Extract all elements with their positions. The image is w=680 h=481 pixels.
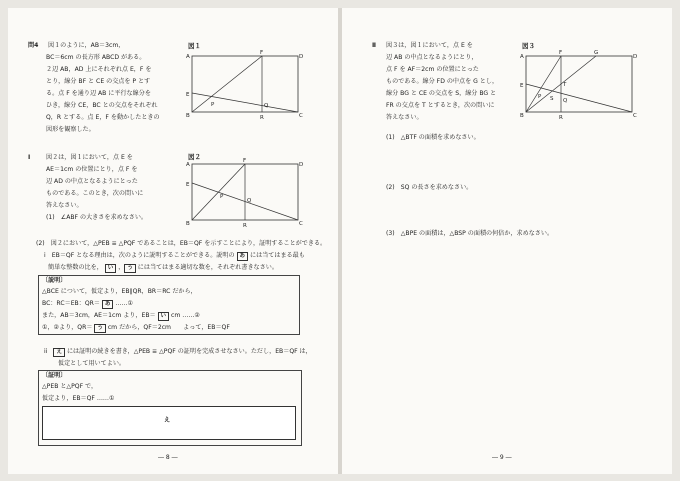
q3-sub3: (3) △BPE の面積は，△BSP の面積の何倍か，求めなさい。 [386, 230, 554, 237]
intro-line-8: 図形を観察した。 [46, 126, 95, 133]
fig1-label-B: B [186, 113, 190, 119]
figure-1 [186, 50, 306, 124]
question-2-number: Ⅱ [372, 42, 377, 49]
fig1-label-Q: Q [264, 103, 269, 109]
fig1-label-F: F [260, 50, 264, 56]
fig3-label-P: P [538, 94, 542, 100]
q3-sub2: (2) SQ の長さを求めなさい。 [386, 184, 473, 191]
fig1-label-A: A [186, 54, 190, 60]
fig3-label-F: F [559, 50, 563, 56]
left-page [8, 8, 338, 474]
proof-line-1: △PEB と△PQF で， [42, 383, 98, 390]
q3-line-4: ものである。線分 FD の中点を G とし， [386, 78, 499, 85]
q1-line-4: ものである。このとき，次の問いに [46, 190, 144, 197]
q1-line-5: 答えなさい。 [46, 202, 83, 209]
q1-line-1: 図２は，図１において，点 E を [46, 154, 133, 161]
q3-line-3: 点 F を AF＝2cm の位置にとった [386, 66, 479, 73]
figure-1-diagram [186, 50, 306, 120]
blank-a: あ [237, 252, 249, 261]
fig3-label-S: S [550, 96, 554, 102]
page-number-right: ― 9 ― [492, 454, 512, 461]
fig2-label-E: E [186, 182, 190, 188]
explanation-title: 〔説明〕 [42, 277, 67, 284]
fig2-label-B: B [186, 221, 190, 227]
q3-line-5: 線分 BG と CE の交点を S，線分 BG と [386, 90, 497, 97]
problem-heading: 問4 [28, 42, 39, 49]
q3-line-6: FR の交点を T とするとき，次の問いに [386, 102, 495, 109]
intro-line-6: ひき，線分 CE，BC との交点をそれぞれ [46, 102, 158, 109]
intro-line-5: る。点 F を通り辺 AB に平行な線分を [46, 90, 151, 97]
q2-ii-line-1: ii え には証明の続きを書き，△PEB ≡ △PQF の証明を完成させなさい。ただし，EB＝QF は， [44, 348, 312, 355]
figure-3-diagram [520, 50, 640, 120]
q2-intro: (2) 図２において，△PEB ≡ △PQF であることは，EB＝QF を示すことにより，証明することができる。 [36, 240, 327, 247]
intro-line-3: ２辺 AB，AD 上にそれぞれ点 E，F を [46, 66, 152, 73]
blank-i: い [105, 264, 117, 273]
intro-line-4: とり，線分 BF と CE の交点を P とす [46, 78, 151, 85]
fig1-label-P: P [211, 102, 215, 108]
blank-u-in-box: う [94, 324, 106, 333]
intro-line-1: 図１のように，AB＝3cm， [48, 42, 125, 49]
q1-sub1: (1) ∠ABF の大きさを求めなさい。 [46, 214, 148, 221]
fig1-label-E: E [186, 92, 190, 98]
blank-a-in-box: あ [102, 300, 114, 309]
proof-line-2: 仮定より，EB＝QF ……① [42, 395, 115, 402]
q2-ii-line-2: 仮定として用いてよい。 [58, 360, 126, 367]
fig1-label-D: D [299, 54, 304, 60]
blank-i-in-box: い [158, 312, 170, 321]
fig3-label-D: D [633, 54, 638, 60]
q3-line-1: 図３は，図１において，点 E を [386, 42, 473, 49]
intro-line-2: BC＝6cm の長方形 ABCD がある。 [46, 54, 146, 61]
fig3-label-A: A [520, 54, 524, 60]
fig3-label-B: B [520, 113, 524, 119]
fig2-label-P: P [220, 194, 224, 200]
exp-line-2: BC：RC＝EB：QR＝ あ ……① [42, 300, 133, 307]
page-number-left: ― 8 ― [158, 454, 178, 461]
q3-line-7: 答えなさい。 [386, 114, 423, 121]
fig2-label-F: F [243, 158, 247, 164]
q3-line-2: 辺 AB の中点となるようにとり， [386, 54, 478, 61]
figure-2 [186, 158, 306, 232]
fig2-label-R: R [243, 223, 247, 229]
fig3-label-R: R [559, 115, 563, 121]
q2-i-line-1: i EB＝QF となる理由は，次のように説明することができる。説明の あ には当てはまる最も [44, 252, 305, 259]
exp-line-4: ①，②より，QR＝ う cm だから，QF＝2cm よって，EB＝QF [42, 324, 230, 331]
fig3-label-Q: Q [563, 98, 568, 104]
blank-u: う [124, 264, 136, 273]
figure-2-title: 図２ [188, 153, 201, 161]
q2-i-line-2: 簡単な整数の比を， い ， う には当てはまる適切な数を，それぞれ書きなさい。 [48, 264, 278, 271]
q3-sub1: (1) △BTF の面積を求めなさい。 [386, 134, 480, 141]
fig3-label-C: C [633, 113, 637, 119]
proof-title: 〔証明〕 [42, 372, 67, 379]
fig1-label-R: R [260, 115, 264, 121]
q1-line-2: AE＝1cm の位置にとり，点 F を [46, 166, 138, 173]
exp-line-1: △BCE について，仮定より，EB∥QR，BR＝RC だから， [42, 288, 197, 295]
fig1-label-C: C [299, 113, 303, 119]
blank-e: え [53, 348, 65, 357]
figure-1-title: 図１ [188, 42, 201, 50]
proof-answer-label: え [164, 417, 171, 424]
figure-3 [520, 50, 640, 124]
fig2-label-A: A [186, 162, 190, 168]
q1-line-3: 辺 AD の中点となるようにとった [46, 178, 138, 185]
right-page [342, 8, 672, 474]
figure-2-diagram [186, 158, 306, 228]
exp-line-3: また，AB＝3cm，AE＝1cm より，EB＝ い cm ……② [42, 312, 200, 319]
intro-line-7: Q，R とする。点 E，F を動かしたときの [46, 114, 160, 121]
fig2-label-D: D [299, 162, 304, 168]
fig2-label-Q: Q [247, 198, 252, 204]
fig3-label-T: T [563, 82, 567, 88]
question-1-number: Ⅰ [28, 154, 31, 161]
fig3-label-E: E [520, 83, 524, 89]
figure-3-title: 図３ [522, 42, 535, 50]
fig2-label-C: C [299, 221, 303, 227]
fig3-label-G: G [594, 50, 599, 56]
